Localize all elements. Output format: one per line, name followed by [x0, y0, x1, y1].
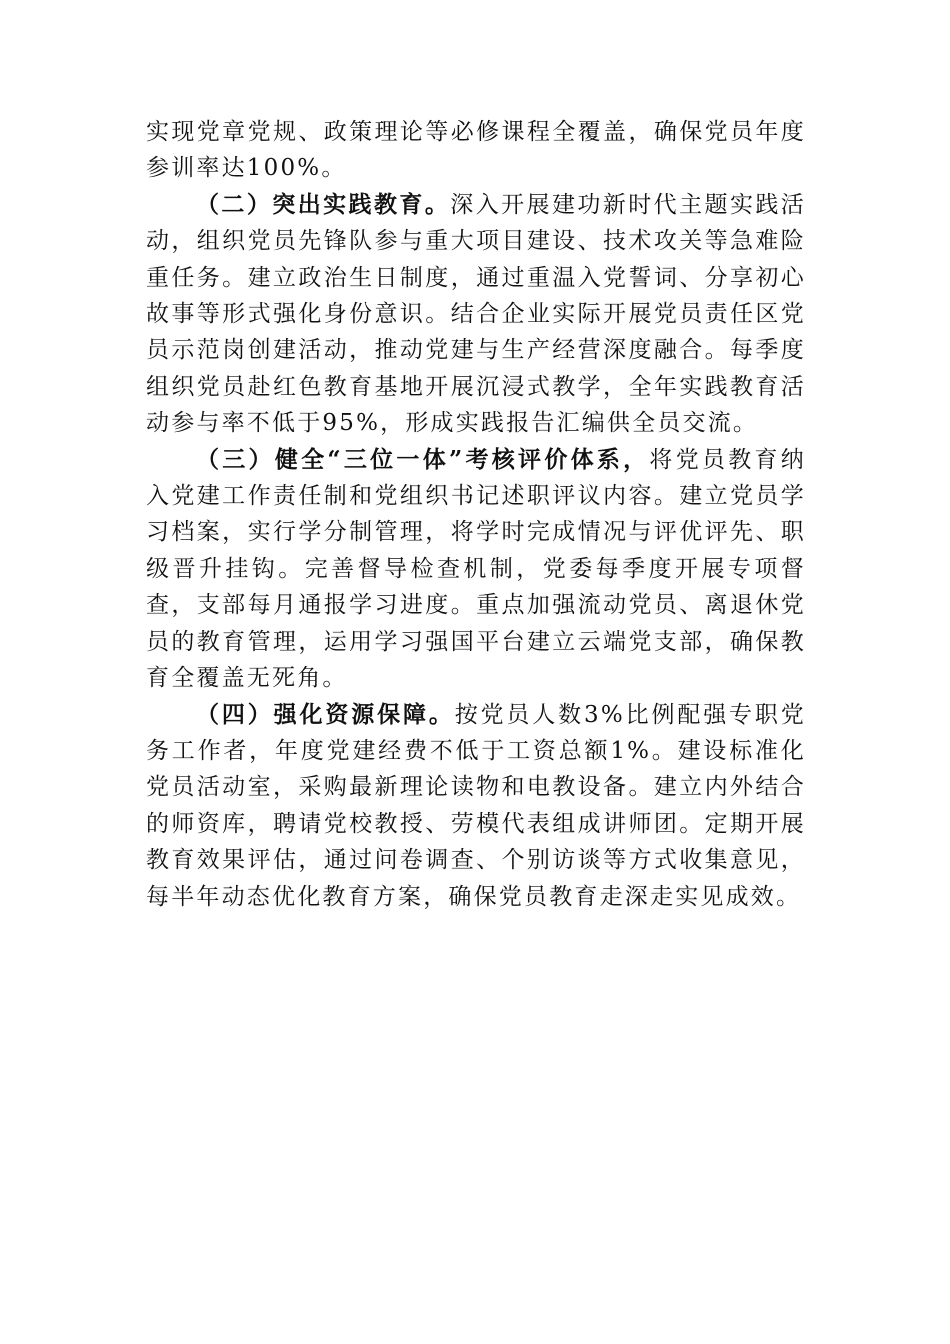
paragraph-text: 按党员人数3%比例配强专职党务工作者，年度党建经费不低于工资总额1%。建设标准化党员活动室，采购最新理论读物和电教设备。建立内外结合的师资库，聘请党校教授、劳模代表组成讲师团。定期开展教育效果评估，通过问卷调查、个别访谈等方式收集意见，每半年动态优化教育方案，确保党员教育走深走实见成效。 — [146, 701, 806, 910]
paragraph-heading: （三）健全“三位一体”考核评价体系， — [196, 445, 650, 473]
paragraph-continuation — [146, 114, 806, 187]
document-body — [146, 114, 806, 915]
paragraph-heading: （二）突出实践教育。 — [196, 190, 451, 218]
paragraph-practice-education — [146, 187, 806, 442]
paragraph-heading: （四）强化资源保障。 — [196, 700, 455, 728]
paragraph-text: 实现党章党规、政策理论等必修课程全覆盖，确保党员年度参训率达100%。 — [146, 119, 806, 182]
paragraph-text: 将党员教育纳入党建工作责任制和党组织书记述职评议内容。建立党员学习档案，实行学分制管理，将学时完成情况与评优评先、职级晋升挂钩。完善督导检查机制，党委每季度开展专项督查，支部每月通报学习进度。重点加强流动党员、离退休党员的教育管理，运用学习强国平台建立云端党支部，确保教育全覆盖无死角。 — [146, 446, 806, 692]
paragraph-text: 深入开展建功新时代主题实践活动，组织党员先锋队参与重大项目建设、技术攻关等急难险重任务。建立政治生日制度，通过重温入党誓词、分享初心故事等形式强化身份意识。结合企业实际开展党员责任区党员示范岗创建活动，推动党建与生产经营深度融合。每季度组织党员赴红色教育基地开展沉浸式教学，全年实践教育活动参与率不低于95%，形成实践报告汇编供全员交流。 — [146, 191, 806, 437]
paragraph-resource-guarantee — [146, 697, 806, 915]
paragraph-evaluation-system — [146, 442, 806, 697]
